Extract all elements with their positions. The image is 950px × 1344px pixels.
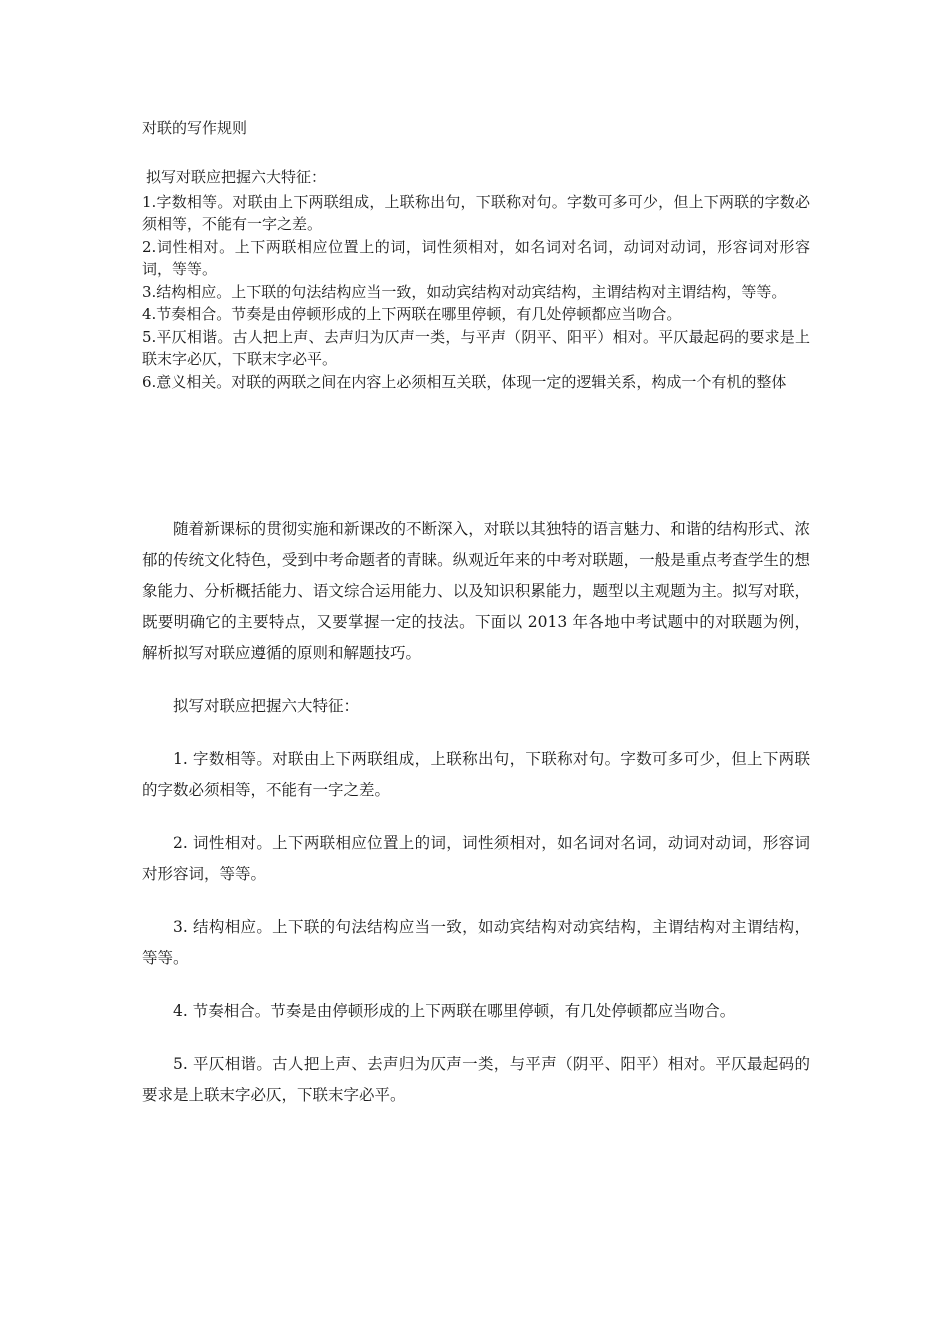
top-feature-item: 5.平仄相谐。古人把上声、去声归为仄声一类，与平声（阴平、阳平）相对。平仄最起码的要求是上联末字必仄，下联末字必平。: [142, 327, 810, 368]
bottom-article-section: [142, 514, 810, 1133]
document-title: 对联的写作规则: [142, 119, 248, 137]
top-feature-item: 1.字数相等。对联由上下两联组成，上联称出句，下联称对句。字数可多可少，但上下两联的字数必须相等，不能有一字之差。: [142, 192, 810, 233]
bottom-section-lead: 拟写对联应把握六大特征：: [173, 697, 360, 715]
top-feature-item: 6.意义相关。对联的两联之间在内容上必须相互关联，体现一定的逻辑关系，构成一个有机的整体: [142, 372, 787, 391]
top-feature-item: 3.结构相应。上下联的句法结构应当一致，如动宾结构对动宾结构，主谓结构对主谓结构，等等。: [142, 282, 787, 301]
intro-paragraph: 随着新课标的贯彻实施和新课改的不断深入，对联以其独特的语言魅力、和谐的结构形式、浓郁的传统文化特色，受到中考命题者的青睐。纵观近年来的中考对联题，一般是重点考查学生的想象能力、分析概括能力、语文综合运用能力、以及知识积累能力，题型以主观题为主。拟写对联，既要明确它的主要特点，又要掌握一定的技法。下面以 2013 年各地中考试题中的对联题为例，解析拟写对联应遵循的原则和解题技巧。: [142, 520, 810, 662]
top-section-lead: 拟写对联应把握六大特征：: [146, 168, 327, 186]
bottom-feature-item: 4. 节奏相合。节奏是由停顿形成的上下两联在哪里停顿，有几处停顿都应当吻合。: [173, 1002, 736, 1020]
bottom-feature-item: 2. 词性相对。上下两联相应位置上的词，词性须相对，如名词对名词，动词对动词，形容词对形容词，等等。: [142, 834, 810, 883]
top-feature-section: [142, 166, 810, 393]
bottom-feature-item: 1. 字数相等。对联由上下两联组成，上联称出句，下联称对句。字数可多可少，但上下两联的字数必须相等，不能有一字之差。: [142, 750, 810, 799]
bottom-feature-item: 5. 平仄相谐。古人把上声、去声归为仄声一类，与平声（阴平、阳平）相对。平仄最起码的要求是上联末字必仄，下联末字必平。: [142, 1055, 810, 1104]
top-feature-item: 4.节奏相合。节奏是由停顿形成的上下两联在哪里停顿，有几处停顿都应当吻合。: [142, 305, 682, 323]
top-feature-item: 2.词性相对。上下两联相应位置上的词，词性须相对，如名词对名词，动词对动词，形容词对形容词，等等。: [142, 237, 810, 278]
bottom-feature-item: 3. 结构相应。上下联的句法结构应当一致，如动宾结构对动宾结构，主谓结构对主谓结构，等等。: [142, 918, 810, 967]
